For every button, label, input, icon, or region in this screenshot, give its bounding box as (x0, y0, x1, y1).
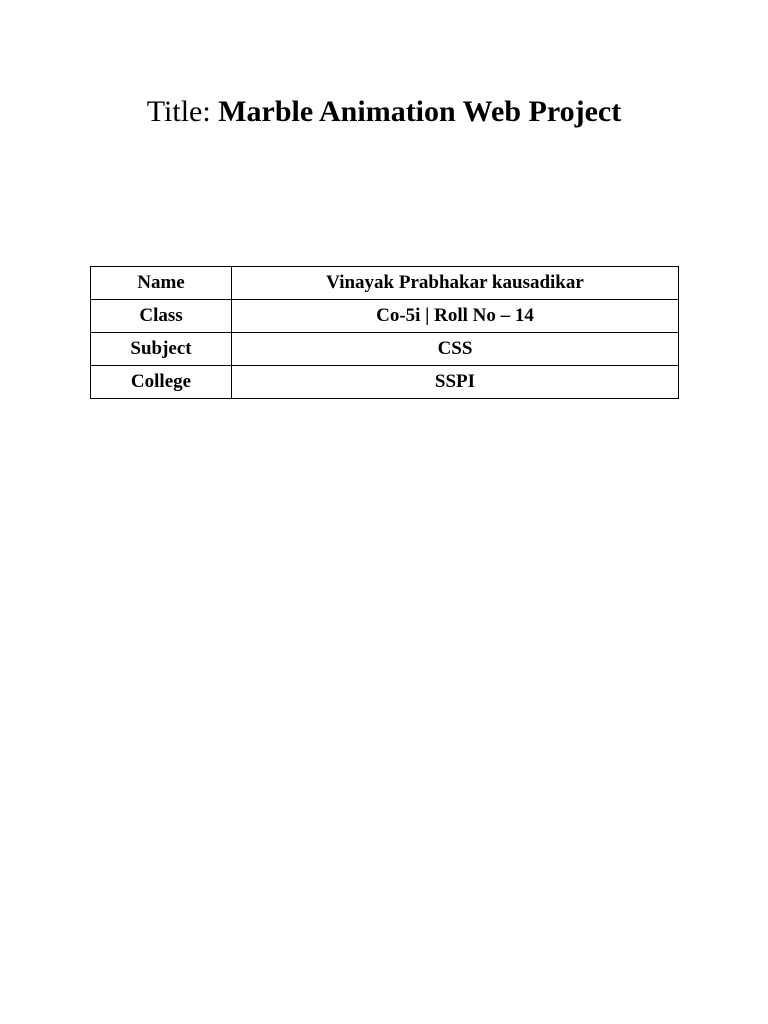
row-label-name: Name (91, 267, 232, 300)
info-table (90, 266, 679, 399)
table-row-subject (91, 333, 679, 366)
row-value-subject: CSS (232, 333, 679, 366)
row-label-college: College (91, 366, 232, 399)
title-text: Marble Animation Web Project (218, 95, 622, 128)
table-row-class (91, 300, 679, 333)
table-row-college (91, 366, 679, 399)
row-label-class: Class (91, 300, 232, 333)
title-prefix: Title: (146, 95, 211, 128)
table-row-name (91, 267, 679, 300)
row-value-college: SSPI (232, 366, 679, 399)
page-title (0, 92, 768, 132)
row-value-class: Co-5i | Roll No – 14 (232, 300, 679, 333)
row-label-subject: Subject (91, 333, 232, 366)
row-value-name: Vinayak Prabhakar kausadikar (232, 267, 679, 300)
